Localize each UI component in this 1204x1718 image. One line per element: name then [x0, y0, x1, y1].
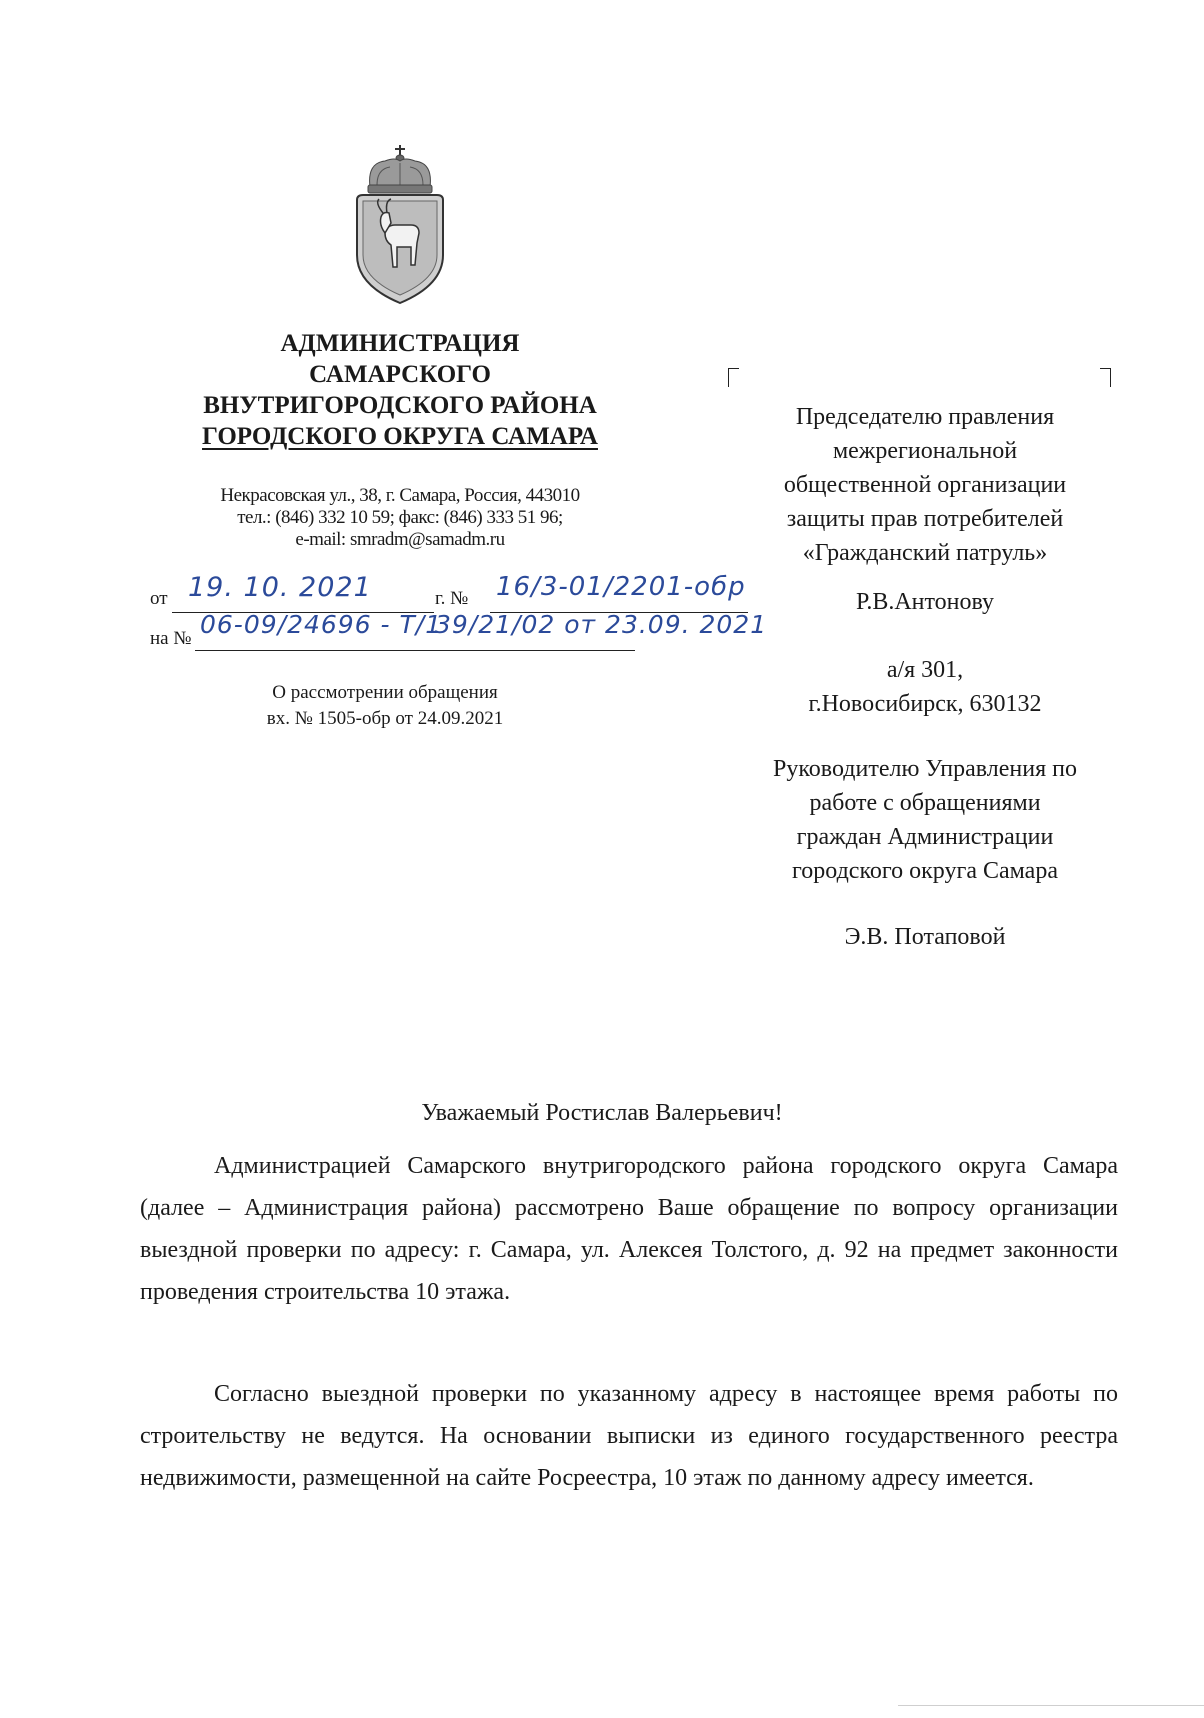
recipient-line: работе с обращениями — [809, 790, 1041, 816]
from-label: от — [150, 588, 168, 609]
body-paragraph: Администрацией Самарского внутригородского района городского округа Самара (далее – Администрация района) рассмотрено Ваше обращение по вопросу организации выездной проверки по адресу: г. Самара, ул. Алексея Толстого, д. 92 на предмет законности проведения строительства 10 этажа. — [140, 1153, 1118, 1305]
org-title-line: ГОРОДСКОГО ОКРУГА САМАРА — [202, 423, 598, 450]
subject-line: вх. № 1505-обр от 24.09.2021 — [266, 708, 504, 729]
recipient-line: Председателю правления — [795, 404, 1055, 430]
org-title-line: ВНУТРИГОРОДСКОГО РАЙОНА — [203, 392, 597, 419]
recipient-1-name: Р.В.Антонову — [855, 589, 995, 615]
recipient-address-line: а/я 301, — [886, 657, 964, 683]
recipient-1 — [730, 400, 1120, 570]
address-line: e-mail: smradm@samadm.ru — [295, 529, 505, 550]
ref-label: на № — [150, 628, 192, 649]
coat-of-arms-icon — [345, 145, 455, 305]
recipient-line: защиты прав потребителей — [786, 506, 1064, 532]
org-title-line: САМАРСКОГО — [309, 361, 491, 388]
address-line: тел.: (846) 332 10 59; факс: (846) 333 51 96; — [237, 507, 563, 528]
recipient-line: «Гражданский патруль» — [802, 540, 1048, 566]
greeting: Уважаемый Ростислав Валерьевич! — [421, 1100, 783, 1126]
registration-date-row — [150, 588, 168, 610]
recipient-line: межрегиональной — [832, 438, 1018, 464]
recipient-1-address — [730, 653, 1120, 721]
recipient-2 — [730, 752, 1120, 888]
body-paragraph: Согласно выездной проверки по указанному адресу в настоящее время работы по строительству не ведутся. На основании выписки из единого государственного реестра недвижимости, размещенной на сайте Росреестра, 10 этаж по данному адресу имеется. — [140, 1381, 1118, 1491]
address-line: Некрасовская ул., 38, г. Самара, Россия, 443010 — [220, 485, 580, 506]
organization-title — [140, 328, 660, 452]
recipient-line: Руководителю Управления по — [773, 756, 1077, 782]
ref-number: 06-09/24696 - Т/1 — [200, 610, 443, 639]
org-title-line: АДМИНИСТРАЦИЯ — [280, 330, 520, 357]
organization-address — [140, 485, 660, 551]
recipient-2-name: Э.В. Потаповой — [844, 924, 1006, 950]
ref-suffix: 39/21/02 от 23.09. 2021 — [435, 610, 768, 639]
subject-line: О рассмотрении обращения — [272, 682, 498, 703]
recipient-corner-mark — [728, 368, 739, 387]
recipient-line: городского округа Самара — [792, 858, 1058, 884]
letter-subject — [150, 680, 620, 732]
recipient-line: граждан Администрации — [796, 824, 1054, 850]
recipient-line: общественной организации — [783, 472, 1067, 498]
registration-date: 19. 10. 2021 — [188, 572, 372, 603]
number-label: г. № — [435, 588, 469, 609]
recipient-corner-mark — [1100, 368, 1111, 387]
recipient-address-line: г.Новосибирск, 630132 — [808, 691, 1042, 717]
page-edge-line — [898, 1705, 1204, 1706]
registration-number: 16/3-01/2201-обр — [496, 572, 746, 602]
